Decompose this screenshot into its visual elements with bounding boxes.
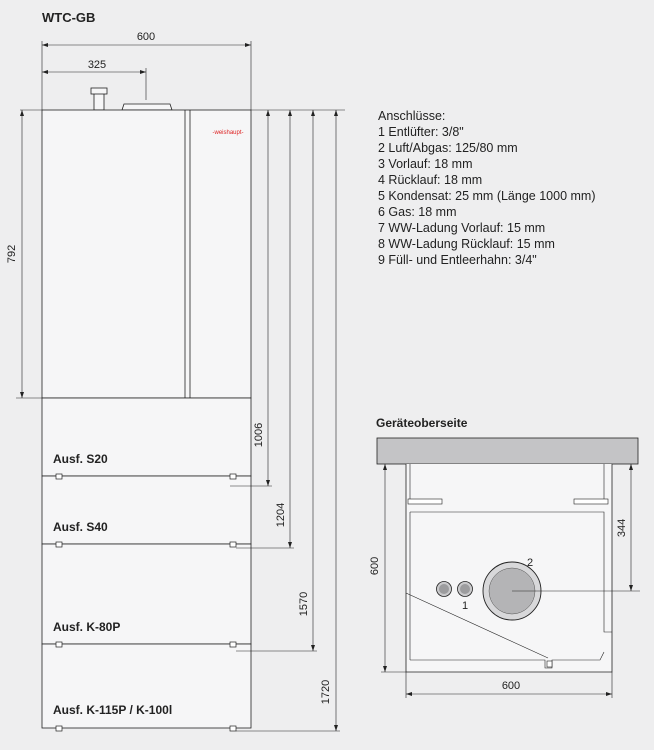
- dim-325: 325: [87, 59, 107, 71]
- top-view-label-1: 1: [461, 600, 469, 612]
- boiler-front-view: [42, 88, 251, 731]
- connections-heading: Anschlüsse:: [378, 109, 446, 123]
- drawing-title: WTC-GB: [42, 10, 96, 25]
- top-view-dim-600-vertical: 600: [369, 556, 381, 576]
- variant-label-s20: Ausf. S20: [53, 452, 108, 466]
- top-dimensions: [42, 31, 251, 110]
- connection-item-1: 1 Entlüfter: 3/8": [378, 125, 464, 139]
- dim-1006: 1006: [253, 422, 265, 448]
- connection-item-7: 7 WW-Ladung Vorlauf: 15 mm: [378, 221, 546, 235]
- connection-item-5: 5 Kondensat: 25 mm (Länge 1000 mm): [378, 189, 596, 203]
- connection-item-2: 2 Luft/Abgas: 125/80 mm: [378, 141, 518, 155]
- top-view-label-2: 2: [526, 557, 534, 569]
- variant-label-k115p: Ausf. K-115P / K-100l: [53, 703, 173, 717]
- dim-1204: 1204: [275, 502, 287, 528]
- dim-1720: 1720: [320, 679, 332, 705]
- connection-item-6: 6 Gas: 18 mm: [378, 205, 457, 219]
- dim-792: 792: [6, 244, 18, 264]
- connection-item-3: 3 Vorlauf: 18 mm: [378, 157, 473, 171]
- brand-label: -weishaupt-: [212, 130, 244, 136]
- top-view-dim-600-horizontal: 600: [501, 680, 521, 692]
- variant-label-k80p: Ausf. K-80P: [53, 620, 121, 634]
- top-view-dim-344: 344: [616, 518, 628, 538]
- connection-item-9: 9 Füll- und Entleerhahn: 3/4": [378, 253, 537, 267]
- top-view-heading: Geräteoberseite: [376, 416, 468, 430]
- connection-item-4: 4 Rücklauf: 18 mm: [378, 173, 483, 187]
- top-view: [369, 416, 640, 698]
- connections-legend: [378, 109, 595, 267]
- variant-label-s40: Ausf. S40: [53, 520, 108, 534]
- dim-1570: 1570: [298, 591, 310, 617]
- dim-600-top: 600: [136, 31, 156, 43]
- dim-792-group: [6, 110, 42, 398]
- connection-item-8: 8 WW-Ladung Rücklauf: 15 mm: [378, 237, 555, 251]
